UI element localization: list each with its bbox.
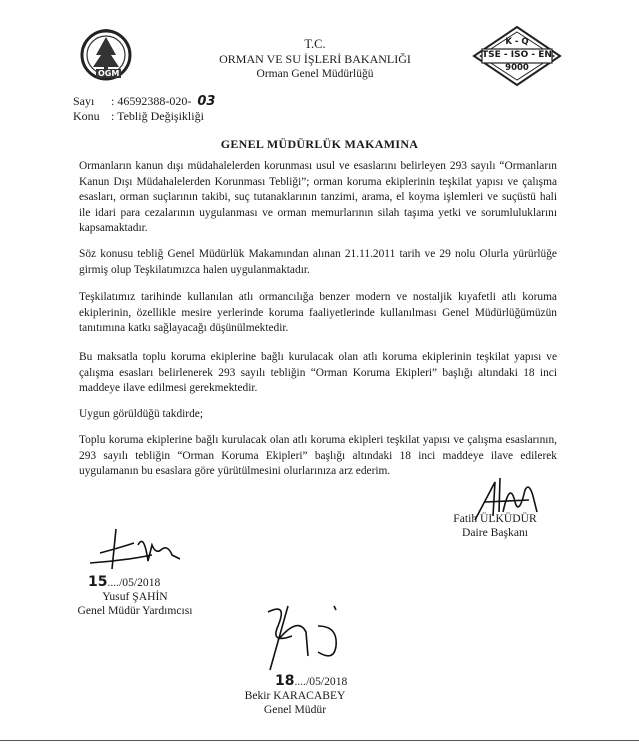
konu-row (73, 108, 204, 124)
cert-9000: 9000 (505, 63, 529, 73)
paragraph-4: Bu maksatla toplu koruma ekiplerine bağlı kurulacak olan atlı koruma ekiplerinin teşkilat yapısı ve çalışma esasları belirlenerek 293 sayılı tebliğin “Orman Koruma Ekipleri” başlığı altındaki 18 inci maddeye ilave edilmesi gerekmektedir. (79, 351, 557, 395)
ogm-logo (80, 25, 132, 85)
genel-mudur-name: Bekir KARACABEY (244, 689, 346, 702)
header-tc: T.C. (304, 37, 326, 51)
sayi-value: : 46592388-020- (111, 94, 192, 108)
paragraph-2: Söz konusu tebliğ Genel Müdürlük Makamından alınan 21.11.2011 tarih ve 29 nolu Olurla yürürlüğe girmiş olup Teşkilatımızca halen uygulanmaktadır. (79, 248, 557, 276)
konu-value: : Tebliğ Değişikliği (111, 109, 204, 123)
yardimci-date-text: ..../05/2018 (107, 576, 161, 589)
paragraph-3: Teşkilatımız tarihinde kullanılan atlı ormancılığa benzer modern ve nostaljik kıyafetli atlı koruma ekiplerinin, özellikle mesire yerlerinde koruma faaliyetlerinde kullanılması Genel Müdürlüğümüzün tanıtımına katkı sağlayacağı düşünülmektedir. (79, 291, 557, 335)
yardimci-signature (82, 525, 202, 577)
yardimci-block (55, 590, 215, 618)
paragraph-1: Ormanların kanun dışı müdahalelerden korunması usul ve esaslarını belirleyen 293 sayılı “Ormanların Kanun Dışı Müdahalelerden Korunması Tebliği”; orman koruma ekiplerinin teşkilat yapısı ve çalışma esasları, orman suçlarının takibi, suç tutanaklarının tanzimi, arama, el koyma işlemleri ve suçüstü hali ile idari para cezalarının uygulanması ve orman memurlarının silah taşıma yetki ve sorumluluklarını kapsamaktadır. (79, 160, 557, 235)
tse-cert-mark (472, 25, 562, 87)
cert-kq: K - Q (505, 37, 529, 47)
paragraph-6: Toplu koruma ekiplerine bağlı kurulacak olan atlı koruma ekipleri teşkilat yapısı ve çalışma esaslarının, 293 sayılı tebliğin “Orman Koruma Ekipleri” başlığı altındaki 18 inci maddeye ilave edilerek uygulamanın bu esaslara göre yürütülmesini olurlarınıza arz ederim. (79, 434, 557, 478)
genel-mudur-date-text: ..../05/2018 (294, 675, 348, 688)
document-title: GENEL MÜDÜRLÜK MAKAMINA (220, 137, 419, 151)
yardimci-title: Genel Müdür Yardımcısı (77, 604, 193, 617)
paragraph-5: Uygun görüldüğü takdirde; (79, 408, 204, 420)
sayi-handwritten: 03 (197, 94, 216, 109)
header-ministry: ORMAN VE SU İŞLERİ BAKANLIĞI (219, 52, 411, 66)
genel-mudur-signature (248, 596, 358, 676)
daire-baskani-name: Fatih ÜLKÜDÜR (453, 512, 537, 525)
daire-baskani-block (430, 512, 560, 540)
header-directorate: Orman Genel Müdürlüğü (256, 68, 374, 80)
genel-mudur-block (230, 689, 360, 717)
genel-mudur-title: Genel Müdür (263, 703, 327, 716)
logo-text: OGM (98, 69, 120, 78)
sayi-label: Sayı (73, 94, 95, 108)
konu-label: Konu (73, 109, 100, 123)
genel-mudur-date (275, 674, 347, 689)
footer-rule (0, 740, 639, 741)
yardimci-date-hand: 15 (88, 574, 108, 590)
yardimci-name: Yusuf ŞAHİN (102, 590, 168, 603)
cert-tse: TSE - ISO - EN (482, 50, 552, 60)
genel-mudur-date-hand: 18 (275, 673, 295, 689)
header-block (190, 37, 440, 82)
daire-baskani-title: Daire Başkanı (462, 526, 528, 539)
yardimci-date (88, 575, 160, 590)
